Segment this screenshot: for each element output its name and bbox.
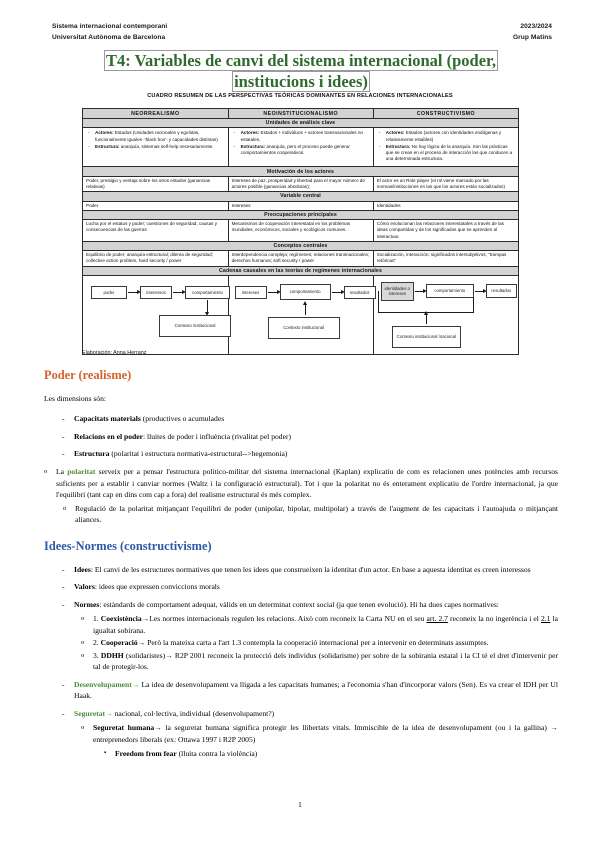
- cell-lead: Actores:: [95, 130, 114, 136]
- band-label-conceptos: Conceptos centrales: [83, 241, 519, 250]
- item-lead: Desenvolupament: [74, 680, 132, 690]
- band-row-preocupaciones: [83, 210, 519, 219]
- cell-text: Estados (Unidades racionales y egoístas, funcionalmente iguales -'black box'- y capacidades distintas): [95, 130, 218, 142]
- list-item: [95, 130, 225, 142]
- column-header-neorrealismo: NEORREALISMO: [83, 109, 229, 119]
- page-title-wrap: [68, 50, 534, 92]
- band-label-unidades: Unidades de análisis clave: [83, 119, 519, 128]
- item-text: nacional, col·lectiva, individual (desenvolupament?): [112, 708, 275, 718]
- item-text: Però la mateixa carta a l'art 1.3 contempla la cooperació internacional per a intervenir en determinats assumptes.: [145, 638, 489, 648]
- arrow-glyph: →: [131, 680, 140, 690]
- table-row-diagrams: [83, 275, 519, 354]
- list-item: [386, 144, 515, 163]
- cell-variable-neorrealismo: Poder: [83, 201, 229, 210]
- header-right: [513, 22, 552, 43]
- cell-lead: Actores:: [385, 130, 405, 136]
- cell-text: No hay lógica de la anarquía. Son las prácticas que se crean en el proceso de interacción las que conducen a una determinada estructura.: [385, 143, 513, 162]
- arrow-icon: [475, 291, 484, 292]
- cell-lead: Estructura:: [95, 143, 120, 149]
- poder-intro: Les dimensions són:: [44, 394, 107, 403]
- item-text: (solidaristes): [123, 650, 166, 660]
- list-item: [95, 144, 225, 150]
- arrow-icon: [332, 292, 342, 293]
- list-item: [74, 413, 558, 424]
- group-name: Grup Matins: [512, 33, 552, 41]
- cell-preocupaciones-constructivismo: Cómo evolucionan las relaciones interestatales a través de las ideas compartidas y de los significados que se aprenden al interactuar.: [373, 220, 518, 242]
- item-text: : El canvi de les estructures normatives que tenen les idees que construeixen la identitat d'un actor. En base a aquesta identitat es creen interessos: [90, 564, 531, 574]
- cell-lead: Actores:: [240, 130, 260, 136]
- academic-year: 2023/2024: [520, 23, 552, 30]
- seguretat-sublist: [74, 722, 558, 760]
- table-row-motivacion: [83, 176, 519, 191]
- item-lead: Coexistència: [100, 613, 142, 623]
- cell-diagram-constructivismo: [373, 275, 518, 354]
- item-lead: Seguretat: [74, 708, 106, 718]
- arrow-glyph: →: [105, 708, 113, 718]
- feedback-line: [378, 291, 379, 313]
- list-item: [75, 503, 558, 526]
- page-number: 1: [298, 800, 302, 809]
- diagram-node-poder: poder: [91, 286, 127, 299]
- cell-text: Estados + individuos + actores transnacionales no estatales.: [240, 130, 363, 142]
- list-item: [115, 748, 558, 760]
- arrow-icon: [305, 304, 306, 315]
- diagram-node-intereses: intereses: [235, 286, 267, 299]
- item-text: (lluita contra la violència): [176, 749, 258, 759]
- item-text: : estàndards de comportament adequat, vàlids en un determinat context social (ja que tenen evolució). Hi ha dues capes normatives:: [99, 599, 499, 609]
- band-row-motivacion: [83, 167, 519, 176]
- list-item: [74, 564, 558, 575]
- causal-chain-diagram-1: [83, 276, 228, 354]
- article-ref: art. 2.7: [426, 613, 448, 623]
- arrow-icon: [173, 292, 183, 293]
- cell-text: anarquía, pero el proceso puede generar comportamientos cooperativos.: [240, 143, 350, 155]
- list-item: [93, 637, 558, 649]
- item-lead: Freedom from fear: [115, 749, 177, 759]
- cell-lead: Estructura:: [240, 143, 266, 149]
- cell-unidades-neoinstitucionalismo: [228, 128, 373, 167]
- cell-variable-constructivismo: Identidades: [373, 201, 518, 210]
- regulacio-text: Regulació de la polaritat mitjançant l'equilibri de poder (unipolar, bipolar, multipolar) a través de l'augment de les capacitats i l'autoajuda o mitjançant aliances.: [75, 503, 558, 525]
- cell-lead: Estructura:: [385, 143, 411, 149]
- list-item: [93, 650, 558, 673]
- table-row-preocupaciones: [83, 220, 519, 242]
- item-text: R2P 2001 reconeix la protecció dels individus (solidarisme) per sobre de la sobirania estatal i la CI té el dret d'intervenir per tal de protegir-los.: [93, 650, 558, 672]
- item-text: : idees que expressen conviccions morals: [94, 582, 220, 592]
- arrow-glyph: →: [141, 613, 150, 623]
- cell-text: anarquía, sistemas self-help necesariamente.: [119, 143, 214, 149]
- table-credit: Elaboración: Anna Herranz: [82, 350, 147, 356]
- item-number: 3.: [93, 650, 101, 660]
- item-lead: Capacitats materials: [74, 414, 141, 423]
- idees-list: [44, 564, 558, 760]
- cell-conceptos-neorrealismo: Equilibrio de poder; anarquía estructural; dilema de seguridad; collective action problem, hard security / power: [83, 251, 229, 266]
- column-header-neoinstitucionalismo: NEOINSTITUCIONALISMO: [228, 109, 373, 119]
- column-header-constructivismo: CONSTRUCTIVISMO: [373, 109, 518, 119]
- diagram-node-comportamiento: comportamiento: [280, 284, 331, 300]
- table-row-unidades: [83, 128, 519, 167]
- diagram-node-contexto-institucional: Contexto institucional: [159, 315, 231, 337]
- polaritat-keyword: polaritat: [67, 467, 96, 476]
- cell-diagram-neorrealismo: [83, 275, 229, 354]
- band-row-variable: [83, 192, 519, 201]
- arrow-glyph: →: [165, 650, 173, 660]
- cell-diagram-neoinstitucionalismo: [228, 275, 373, 354]
- cell-motivacion-neorrealismo: Poder, prestigio y ventaja sobre los otros estados (ganancias relativas): [83, 176, 229, 191]
- table-caption: CUADRO RESUMEN DE LAS PERSPECTIVAS TEÓRICAS DOMINANTES EN RELACIONES INTERNACIONALES: [147, 93, 453, 99]
- poder-dimensions-list: [44, 413, 558, 459]
- item-lead: Relacions en el poder: [74, 431, 143, 441]
- item-text: : lluites de poder i influència (rivalitat pel poder): [142, 431, 292, 441]
- cell-variable-neoinstitucionalismo: Intereses: [228, 201, 373, 210]
- diagram-node-comportamiento: comportamiento: [185, 286, 230, 299]
- cell-text: Estados (actores con identidades endógenas y relativamente estables): [385, 130, 502, 142]
- cell-conceptos-neoinstitucionalismo: Interdependencia compleja; regímenes; relaciones transnacionales; derechos humanos; soft security / power: [228, 251, 373, 266]
- cell-unidades-neorrealismo: [83, 128, 229, 167]
- table-column-header-row: [83, 109, 519, 119]
- arrow-icon: [426, 314, 427, 324]
- item-lead: Cooperació: [100, 638, 138, 648]
- list-item: [74, 448, 558, 459]
- band-label-motivacion: Motivación de los actores: [83, 167, 519, 176]
- arrow-icon: [207, 300, 208, 313]
- poder-polaritat-list: [44, 466, 558, 526]
- list-item-seguretat: [74, 708, 558, 760]
- item-text: (polaritat i estructura normativa-estructural-->hegemonia): [109, 449, 288, 458]
- document-header: [52, 22, 552, 43]
- section-heading-poder: Poder (realisme): [44, 368, 132, 382]
- cell-conceptos-constructivismo: Socialización, interacción; significados intersubjetivos; "trampas retóricas": [373, 251, 518, 266]
- band-label-cadenas: Cadenas causales en las teorías de regímenes internacionales: [83, 266, 519, 275]
- polaritat-text: serveix per a pensar l'estructura politico-militar del sistema internacional (Kaplan) explicatiu de com es relacionen unes potències amb recursos suficients per a establir i canviar normes (Waltz i la configuració estructural). Tot i que la polaritat no és enterament explicatiu de l'ordre internacional, ja que l'equilibri (tant cap en dins com cap a fora) del realisme estructural és més complex.: [56, 467, 558, 500]
- poder-regulacio-list: [56, 503, 558, 526]
- causal-chain-diagram-3: [374, 276, 518, 354]
- feedback-line: [473, 298, 474, 312]
- item-number: 2.: [93, 638, 101, 648]
- cell-preocupaciones-neoinstitucionalismo: Mecanismos de cooperación interestatal en los problemas mundiales, económicos, sociales y ecológicos comunes.: [228, 220, 373, 242]
- list-item: [386, 130, 515, 142]
- list-item: [241, 144, 370, 156]
- polaritat-pre: La: [56, 467, 68, 476]
- cell-unidades-constructivismo: [373, 128, 518, 167]
- table-row-variable: [83, 201, 519, 210]
- item-text: La idea de desenvolupament va lligada a les capacitats humanes; a l'economia s'han d'incorporar valors (Sen). Es va crear el IDH per Ul Haak.: [74, 680, 558, 701]
- normes-sublist: [74, 613, 558, 673]
- list-item: [74, 599, 558, 673]
- table-row-conceptos: [83, 251, 519, 266]
- item-text: reconeix la no ingerència i el: [447, 613, 541, 623]
- list-item-desenvolupament: [74, 679, 558, 701]
- header-left: [52, 22, 167, 43]
- item-text: la igualtat sobirana.: [93, 613, 558, 635]
- diagram-node-contexto-institucional-nacional: Contexto institucional /nacional: [392, 326, 461, 348]
- arrow-glyph: →: [137, 638, 146, 648]
- page-title: T4: Variables de canvi del sistema internacional (poder, institucions i idees): [106, 51, 496, 91]
- item-lead: Valors: [74, 582, 95, 592]
- diagram-node-comportamiento: comportamiento: [426, 284, 474, 298]
- item-text: (productives o acumulades: [140, 414, 225, 423]
- cell-preocupaciones-neorrealismo: Lucha por el estatus y poder; cuestiones de seguridad; causas y consecuencias de las guerras: [83, 220, 229, 242]
- diagram-node-resultados: resultados: [486, 284, 517, 298]
- list-item: [241, 130, 370, 142]
- diagram-node-interessos: interessos: [140, 286, 172, 299]
- arrow-icon: [128, 292, 138, 293]
- item-text: la seguretat humana significa protegir les llibertats vitals. Immiscible de la idea de desenvolupament (ou i la gallina) → entreprenedors liberals (ex: Ottawa 1997 i R2P 2005): [93, 722, 558, 744]
- list-item: [74, 581, 558, 592]
- item-lead: Estructura: [74, 449, 110, 458]
- band-row-unidades: [83, 119, 519, 128]
- arrow-glyph: →: [154, 722, 162, 732]
- document-body: [44, 368, 558, 767]
- item-number: 1.: [93, 613, 101, 623]
- item-lead: DDHH: [100, 650, 124, 660]
- diagram-node-identidades-intereses: identidades o intereses: [381, 282, 414, 301]
- list-item: [56, 466, 558, 526]
- band-label-variable: Variable central: [83, 192, 519, 201]
- university-name: Universitat Autònoma de Barcelona: [52, 33, 166, 41]
- band-row-conceptos: [83, 241, 519, 250]
- article-ref: 2.1: [540, 613, 551, 623]
- list-item: [93, 722, 558, 760]
- diagram-node-resultados: resultados: [344, 286, 376, 299]
- freedom-sublist: [93, 748, 558, 760]
- band-row-cadenas: [83, 266, 519, 275]
- cell-motivacion-constructivismo: El actor es un Role player (el rol viene marcado por las normas/instituciones en las que los actores están socializados): [373, 176, 518, 191]
- list-item: [93, 613, 558, 636]
- list-item: [74, 431, 558, 442]
- band-label-preocupaciones: Preocupaciones principales: [83, 210, 519, 219]
- theory-comparison-table: [82, 108, 519, 355]
- item-text: Les normes internacionals regulen les relacions. Això com reconeix la Carta NU en el seu: [149, 613, 427, 623]
- item-lead: Idees: [74, 564, 91, 574]
- section-heading-idees: Idees-Normes (constructivisme): [44, 538, 212, 553]
- diagram-node-contexto-institucional: Contexto institucional: [268, 317, 340, 339]
- arrow-icon: [415, 291, 424, 292]
- arrow-icon: [268, 292, 278, 293]
- item-lead: Normes: [74, 599, 100, 609]
- cell-motivacion-neoinstitucionalismo: Intereses de paz, prosperidad y libertad para el mayor número de actores posible (ganancias absolutas);: [228, 176, 373, 191]
- course-name: Sistema internacional contemporani: [52, 23, 168, 30]
- causal-chain-diagram-2: [229, 276, 373, 354]
- item-lead: Seguretat humana: [93, 722, 155, 732]
